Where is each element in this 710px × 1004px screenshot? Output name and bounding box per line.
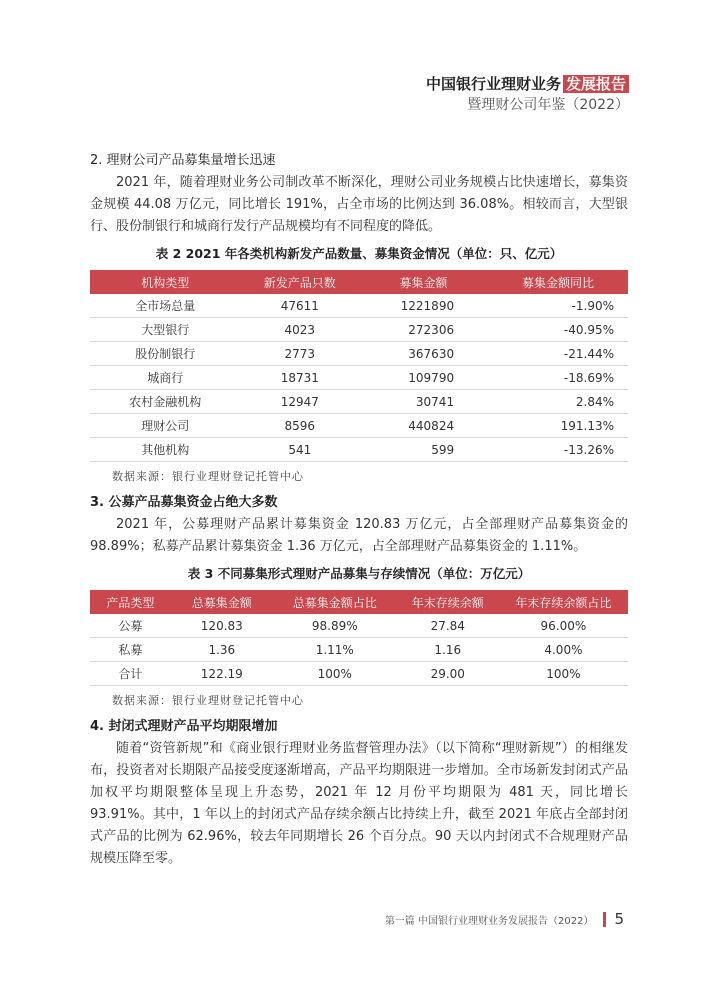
report-title-highlight: 发展报告 bbox=[563, 75, 629, 93]
column-header: 募集金额同比 bbox=[488, 270, 628, 294]
fundraising-form-table bbox=[90, 590, 628, 686]
page-number: 5 bbox=[614, 910, 624, 928]
column-header: 总募集金额占比 bbox=[273, 590, 397, 614]
table-row bbox=[90, 438, 628, 462]
table-row bbox=[90, 342, 628, 366]
table-cell: 股份制银行 bbox=[90, 342, 241, 366]
table-cell: 4.00% bbox=[499, 638, 628, 662]
table-cell: 2.84% bbox=[488, 390, 628, 414]
table-cell: -18.69% bbox=[488, 366, 628, 390]
column-header: 年末存续余额 bbox=[397, 590, 499, 614]
table-cell: 27.84 bbox=[397, 614, 499, 638]
table-row bbox=[90, 390, 628, 414]
table-cell: 191.13% bbox=[488, 414, 628, 438]
table-cell: 公募 bbox=[90, 614, 171, 638]
table-cell: -40.95% bbox=[488, 318, 628, 342]
table-cell: -1.90% bbox=[488, 294, 628, 318]
table-2-caption: 表 2 2021 年各类机构新发产品数量、募集资金情况（单位：只、亿元） bbox=[155, 246, 563, 261]
page-body bbox=[90, 150, 628, 870]
table-cell: -21.44% bbox=[488, 342, 628, 366]
table-cell: 29.00 bbox=[397, 662, 499, 686]
table-cell: 96.00% bbox=[499, 614, 628, 638]
table-cell: 109790 bbox=[359, 366, 488, 390]
table-3-source: 数据来源：银行业理财登记托管中心 bbox=[112, 694, 304, 707]
table-row bbox=[90, 366, 628, 390]
table-cell: 1.36 bbox=[171, 638, 273, 662]
table-cell: 2773 bbox=[241, 342, 359, 366]
table-cell: 合计 bbox=[90, 662, 171, 686]
column-header: 机构类型 bbox=[90, 270, 241, 294]
section-2-title: 2. 理财公司产品募集量增长迅速 bbox=[90, 153, 276, 168]
footer-chapter-title: 第一篇 中国银行业理财业务发展报告（2022） bbox=[384, 915, 594, 927]
footer-divider bbox=[603, 912, 606, 927]
table-cell: 全市场总量 bbox=[90, 294, 241, 318]
table-cell: 1221890 bbox=[359, 294, 488, 318]
table-cell: 98.89% bbox=[273, 614, 397, 638]
table-cell: 367630 bbox=[359, 342, 488, 366]
column-header: 新发产品只数 bbox=[241, 270, 359, 294]
table-row bbox=[90, 294, 628, 318]
table-2-source: 数据来源：银行业理财登记托管中心 bbox=[112, 470, 304, 483]
section-3-paragraph: 2021 年，公募理财产品累计募集资金 120.83 万亿元，占全部理财产品募集资金的 98.89%；私募产品累计募集资金 1.36 万亿元，占全部理财产品募集资金的 1.11%。 bbox=[90, 517, 628, 554]
table-cell: 272306 bbox=[359, 318, 488, 342]
table-cell: 30741 bbox=[359, 390, 488, 414]
table-cell: 1.16 bbox=[397, 638, 499, 662]
column-header: 总募集金额 bbox=[171, 590, 273, 614]
table-cell: 541 bbox=[241, 438, 359, 462]
table-cell: 12947 bbox=[241, 390, 359, 414]
table-cell: 4023 bbox=[241, 318, 359, 342]
table-cell: 47611 bbox=[241, 294, 359, 318]
table-cell: -13.26% bbox=[488, 438, 628, 462]
running-header bbox=[426, 74, 629, 116]
table-cell: 1.11% bbox=[273, 638, 397, 662]
report-title bbox=[426, 74, 629, 94]
table-cell: 农村金融机构 bbox=[90, 390, 241, 414]
table-row bbox=[90, 318, 628, 342]
section-4-paragraph: 随着“资管新规”和《商业银行理财业务监督管理办法》（以下简称“理财新规”）的相继发布，投资者对长期限产品接受度逐渐增高，产品平均期限进一步增加。全市场新发封闭式产品加权平均期限整体呈现上升态势，2021 年 12 月份平均期限为 481 天，同比增长 93.91%。其中，1 年以上的封闭式产品存续余额占比持续上升，截至 2021 年底占全部封闭式产品的比例为 62.96%，较去年同期增长 26 个百分点。90 天以内封闭式不合规理财产品规模压降至零。 bbox=[90, 741, 628, 866]
report-subtitle: 暨理财公司年鉴（2022） bbox=[467, 97, 629, 113]
table-3-caption: 表 3 不同募集形式理财产品募集与存续情况（单位：万亿元） bbox=[187, 566, 531, 581]
report-title-main: 中国银行业理财业务 bbox=[425, 75, 561, 93]
table-cell: 大型银行 bbox=[90, 318, 241, 342]
section-3-title: 3. 公募产品募集资金占绝大多数 bbox=[90, 495, 278, 510]
table-header-row bbox=[90, 270, 628, 294]
table-cell: 599 bbox=[359, 438, 488, 462]
table-cell: 100% bbox=[273, 662, 397, 686]
table-cell: 18731 bbox=[241, 366, 359, 390]
table-cell: 120.83 bbox=[171, 614, 273, 638]
table-cell: 理财公司 bbox=[90, 414, 241, 438]
page-footer bbox=[385, 910, 624, 928]
table-row bbox=[90, 638, 628, 662]
section-2-paragraph: 2021 年，随着理财业务公司制改革不断深化，理财公司业务规模占比快速增长，募集资金规模 44.08 万亿元，同比增长 191%，占全市场的比例达到 36.08%。相较而言，大型银行、股份制银行和城商行发行产品规模均有不同程度的降低。 bbox=[90, 175, 628, 234]
table-row bbox=[90, 414, 628, 438]
column-header: 募集金额 bbox=[359, 270, 488, 294]
table-cell: 其他机构 bbox=[90, 438, 241, 462]
column-header: 年末存续余额占比 bbox=[499, 590, 628, 614]
institution-issuance-table bbox=[90, 270, 628, 462]
table-cell: 城商行 bbox=[90, 366, 241, 390]
table-cell: 122.19 bbox=[171, 662, 273, 686]
column-header: 产品类型 bbox=[90, 590, 171, 614]
section-4-title: 4. 封闭式理财产品平均期限增加 bbox=[90, 719, 278, 734]
table-row bbox=[90, 614, 628, 638]
table-cell: 私募 bbox=[90, 638, 171, 662]
table-cell: 440824 bbox=[359, 414, 488, 438]
table-cell: 8596 bbox=[241, 414, 359, 438]
table-row bbox=[90, 662, 628, 686]
table-cell: 100% bbox=[499, 662, 628, 686]
table-header-row bbox=[90, 590, 628, 614]
